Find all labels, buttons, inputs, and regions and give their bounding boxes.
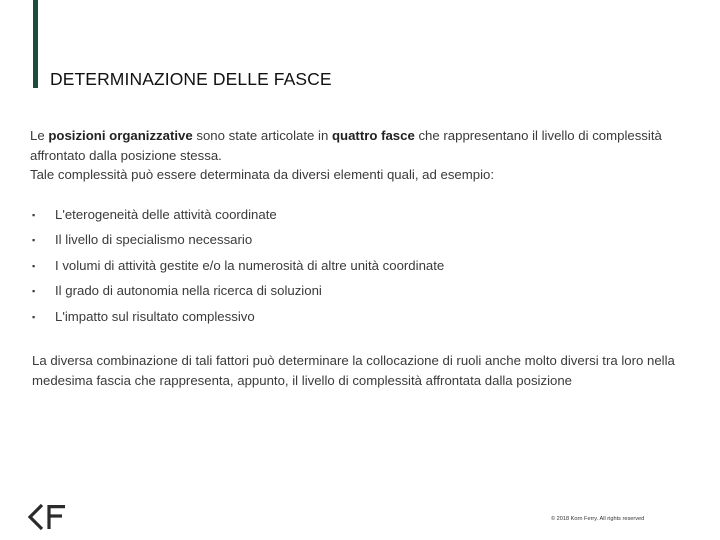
copyright-notice: © 2018 Korn Ferry. All rights reserved [551,516,645,522]
korn-ferry-logo-icon [28,503,68,531]
bullet-marker-icon: ▪ [32,235,36,246]
bullet-marker-icon: ▪ [32,260,36,271]
bullet-text: L'eterogeneità delle attività coordinate [55,207,277,222]
intro-paragraph [30,126,695,185]
intro-line-2: Tale complessità può essere determinata da diversi elementi quali, ad esempio: [30,167,495,182]
bullet-marker-icon: ▪ [32,286,36,297]
intro-text-2: sono state articolate in [192,128,332,143]
bullet-text: Il livello di specialismo necessario [55,232,253,248]
intro-text-1: Le [30,128,49,143]
intro-bold-2: quattro fasce [331,128,415,143]
bullet-text: Il grado di autonomia nella ricerca di soluzioni [55,283,322,299]
intro-text-3: che rappresentano il livello di complessità affrontato dalla posizione stessa. [30,128,662,163]
bullet-marker-icon: ▪ [32,311,36,322]
bullet-text: L'impatto sul risultato complessivo [55,308,255,324]
bullet-marker-icon: ▪ [32,210,36,220]
intro-bold-1: posizioni organizzative [48,128,193,143]
title-accent-bar [33,0,38,88]
bullet-text: I volumi di attività gestite e/o la numerosità di altre unità coordinate [55,257,445,273]
closing-paragraph: La diversa combinazione di tali fattori può determinare la collocazione di ruoli anche molto diversi tra loro nella medesima fascia che rappresenta, appunto, il livello di complessità affrontata dalla posizione [32,353,675,388]
slide-title: DETERMINAZIONE DELLE FASCE [50,69,332,89]
